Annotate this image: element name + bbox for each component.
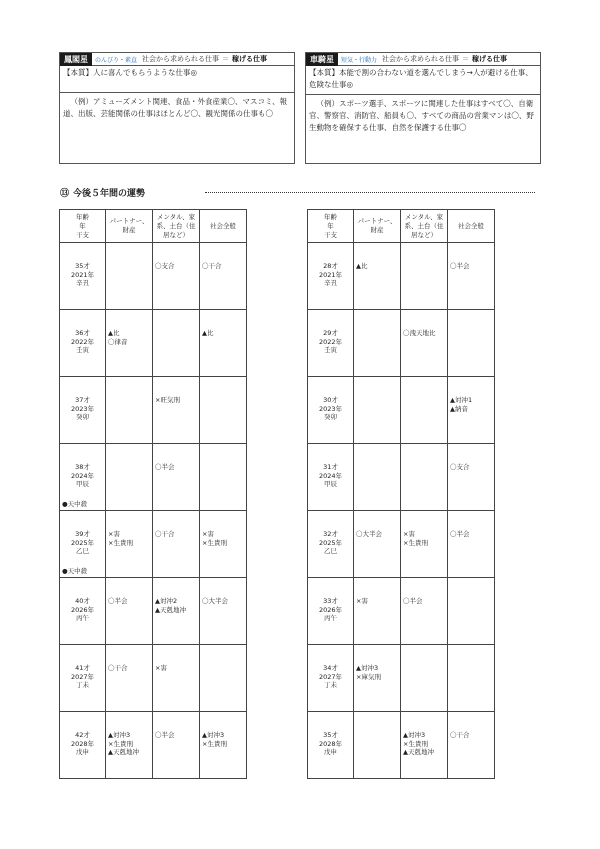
age-cell xyxy=(308,712,354,779)
age-age: 32才 xyxy=(323,530,338,538)
age-cell xyxy=(308,578,354,645)
fortune-entry: ▲天剋地冲 xyxy=(403,748,434,756)
fortune-entry: ×生貴刑 xyxy=(202,538,227,547)
fortune-entry: 〇半会 xyxy=(450,530,470,538)
age-kanshi: 乙巳 xyxy=(324,547,337,555)
age-kanshi: 丁未 xyxy=(324,681,337,689)
table-row xyxy=(308,243,495,310)
mental-cell xyxy=(401,511,448,578)
age-year: 2022年 xyxy=(70,337,95,346)
header-mental xyxy=(401,210,448,243)
mental-cell xyxy=(401,377,448,444)
table-row xyxy=(60,377,247,444)
table-row xyxy=(308,712,495,779)
age-year: 2022年 xyxy=(318,337,343,346)
fortune-entry: ×害 xyxy=(108,530,120,538)
age-age: 38才 xyxy=(75,463,90,471)
star-tag: 短気・行動力 xyxy=(341,56,378,64)
fortune-entry: ▲比 xyxy=(356,262,368,270)
fortune-entry: ▲対冲3 xyxy=(356,664,379,672)
age-age: 28才 xyxy=(323,262,338,270)
age-kanshi: 癸卯 xyxy=(76,413,89,421)
star-header xyxy=(306,53,540,66)
fortune-entry: ×害 xyxy=(202,530,214,538)
partner-cell xyxy=(106,578,153,645)
fortune-entry: ×害 xyxy=(403,530,415,538)
fortune-entry: 〇半会 xyxy=(450,262,470,270)
header-partner xyxy=(106,210,153,243)
fortune-entry: ×生貴刑 xyxy=(403,739,428,748)
mental-cell xyxy=(153,712,200,779)
age-kanshi: 戊申 xyxy=(324,748,337,756)
society-cell xyxy=(200,243,247,310)
partner-cell xyxy=(106,712,153,779)
fortune-table-right xyxy=(307,209,495,779)
fortune-entry: ▲比 xyxy=(108,329,120,337)
partner-cell xyxy=(106,310,153,377)
age-cell xyxy=(60,377,106,444)
table-body xyxy=(60,243,247,779)
age-age: 30才 xyxy=(323,396,338,404)
society-cell xyxy=(200,511,247,578)
fortune-entry: 〇大半会 xyxy=(356,530,382,538)
fortune-entry: ▲対冲3 xyxy=(108,731,131,739)
header-line: 居など） xyxy=(163,230,189,239)
society-cell xyxy=(448,310,495,377)
fortune-entry: ×生貴刑 xyxy=(202,739,227,748)
fortune-entry: 〇半会 xyxy=(403,597,423,605)
age-age: 41才 xyxy=(75,664,90,672)
table-header-row xyxy=(308,210,495,243)
age-year: 2024年 xyxy=(318,471,343,480)
partner-cell xyxy=(354,645,401,712)
mental-cell xyxy=(401,243,448,310)
age-year: 2026年 xyxy=(70,605,95,614)
age-age: 42才 xyxy=(75,731,90,739)
table-header-row xyxy=(60,210,247,243)
header-line: 居など） xyxy=(411,230,437,239)
star-name: 車騎星 xyxy=(306,53,338,66)
partner-cell xyxy=(106,511,153,578)
fortune-entry: 〇洩天地比 xyxy=(403,329,436,337)
society-cell xyxy=(200,444,247,511)
table-row xyxy=(308,444,495,511)
society-cell xyxy=(448,578,495,645)
header-line: パートナー、 xyxy=(109,217,149,225)
fortune-entry: ▲対冲2 xyxy=(155,597,178,605)
age-year: 2026年 xyxy=(318,605,343,614)
age-age: 36才 xyxy=(75,329,90,337)
header-line: 系、土台（住 xyxy=(404,221,444,230)
age-cell xyxy=(308,310,354,377)
star-name: 鳳閣星 xyxy=(60,53,92,66)
header-line: 年 xyxy=(327,221,334,230)
table-row xyxy=(308,511,495,578)
society-cell xyxy=(200,645,247,712)
mental-cell xyxy=(401,578,448,645)
tenchusatsu-mark: ●天中殺 xyxy=(62,566,88,575)
star-earn-label: 稼げる仕事 xyxy=(232,55,268,63)
fortune-entry: 〇半会 xyxy=(155,731,175,739)
star-eq: ＝ xyxy=(462,55,470,63)
fortune-table-left xyxy=(59,209,247,779)
star-box-hokaku xyxy=(59,52,295,164)
header-society xyxy=(200,210,247,243)
fortune-entry: ▲比 xyxy=(202,329,214,337)
table-row xyxy=(60,310,247,377)
partner-cell xyxy=(354,578,401,645)
fortune-entry: 〇大半会 xyxy=(202,597,228,605)
age-cell xyxy=(308,444,354,511)
age-cell xyxy=(60,444,106,511)
dotted-divider xyxy=(205,192,535,193)
fortune-entry: ×生貴刑 xyxy=(403,538,428,547)
age-kanshi: 丙午 xyxy=(76,614,89,622)
age-cell xyxy=(60,511,106,578)
mental-cell xyxy=(153,578,200,645)
header-line: 社会全般 xyxy=(458,221,484,230)
partner-cell xyxy=(354,712,401,779)
age-year: 2027年 xyxy=(318,672,343,681)
mental-cell xyxy=(153,310,200,377)
age-year: 2028年 xyxy=(318,739,343,748)
partner-cell xyxy=(354,310,401,377)
fortune-entry: ×害 xyxy=(356,597,368,605)
header-mental xyxy=(153,210,200,243)
age-cell xyxy=(308,243,354,310)
fortune-entry: 〇干合 xyxy=(155,530,175,538)
table-row xyxy=(308,310,495,377)
society-cell xyxy=(448,511,495,578)
fortune-entry: ▲納音 xyxy=(450,404,468,413)
fortune-entry: 〇半会 xyxy=(108,597,128,605)
star-essence: 【本質】人に喜んでもらうような仕事◎ xyxy=(60,66,294,93)
header-line: 干支 xyxy=(76,230,89,239)
fortune-entry: ▲対冲1 xyxy=(450,396,473,404)
table-body xyxy=(308,243,495,779)
fortune-entry: ×生貴刑 xyxy=(108,739,133,748)
age-age: 29才 xyxy=(323,329,338,337)
age-age: 37才 xyxy=(75,396,90,404)
age-kanshi: 壬寅 xyxy=(76,346,89,354)
society-cell xyxy=(200,712,247,779)
fortune-entry: 〇半会 xyxy=(155,463,175,471)
age-kanshi: 辛丑 xyxy=(76,279,89,287)
header-partner xyxy=(354,210,401,243)
age-age: 33才 xyxy=(323,597,338,605)
age-kanshi: 甲辰 xyxy=(76,480,89,488)
star-essence: 【本質】本能で割の合わない道を選んでしまう→人が避ける仕事、危険な仕事◎ xyxy=(306,66,540,95)
society-cell xyxy=(448,712,495,779)
partner-cell xyxy=(354,377,401,444)
society-cell xyxy=(200,578,247,645)
header-line: 干支 xyxy=(324,230,337,239)
age-cell xyxy=(308,377,354,444)
star-examples: （例）スポーツ選手、スポーツに関連した仕事はすべて〇、自衛官、警察官、消防官、船員も〇、すべての商品の営業マンは〇、野生動物を確保する仕事、自然を保護する仕事〇 xyxy=(309,99,534,132)
age-kanshi: 壬寅 xyxy=(324,346,337,354)
fortune-entry: 〇律音 xyxy=(108,337,128,346)
fortune-entry: ▲天剋地冲 xyxy=(155,605,186,614)
fortune-entry: 〇干合 xyxy=(450,731,470,739)
header-line: 系、土台（住 xyxy=(156,221,196,230)
table-row xyxy=(60,712,247,779)
age-cell xyxy=(60,578,106,645)
fortune-entry: ×旺気刑 xyxy=(155,396,180,404)
header-line: メンタル、家 xyxy=(404,212,444,221)
mental-cell xyxy=(153,511,200,578)
header-society xyxy=(448,210,495,243)
mental-cell xyxy=(153,377,200,444)
age-cell xyxy=(60,645,106,712)
age-year: 2025年 xyxy=(70,538,95,547)
tenchusatsu-mark: ●天中殺 xyxy=(62,499,88,508)
age-year: 2021年 xyxy=(318,270,343,279)
partner-cell xyxy=(106,645,153,712)
age-age: 40才 xyxy=(75,597,90,605)
section-title-text: 今後５年間の運勢 xyxy=(73,189,146,199)
star-job-label: 社会から求められる仕事 xyxy=(382,55,460,63)
fortune-entry: 〇干合 xyxy=(202,262,222,270)
star-header xyxy=(60,53,294,66)
age-kanshi: 乙巳 xyxy=(76,547,89,555)
partner-cell xyxy=(106,377,153,444)
age-age: 35才 xyxy=(75,262,90,270)
partner-cell xyxy=(106,444,153,511)
mental-cell xyxy=(153,645,200,712)
age-kanshi: 癸卯 xyxy=(324,413,337,421)
header-line: 財産 xyxy=(122,226,136,234)
fortune-entry: 〇干合 xyxy=(108,664,128,672)
age-age: 39才 xyxy=(75,530,90,538)
partner-cell xyxy=(354,444,401,511)
fortune-entry: ▲対冲3 xyxy=(403,731,426,739)
society-cell xyxy=(448,243,495,310)
society-cell xyxy=(200,377,247,444)
header-age xyxy=(60,210,106,243)
table-row xyxy=(60,243,247,310)
age-cell xyxy=(60,712,106,779)
section-title xyxy=(60,186,145,199)
age-kanshi: 辛丑 xyxy=(324,279,337,287)
age-year: 2024年 xyxy=(70,471,95,480)
partner-cell xyxy=(354,243,401,310)
society-cell xyxy=(200,310,247,377)
header-line: 年齢 xyxy=(76,212,89,221)
age-cell xyxy=(60,243,106,310)
fortune-entry: ▲対冲3 xyxy=(202,731,225,739)
age-cell xyxy=(60,310,106,377)
fortune-entry: 〇支合 xyxy=(450,463,470,471)
age-age: 35才 xyxy=(323,731,338,739)
star-eq: ＝ xyxy=(222,55,230,63)
fortune-entry: ▲天剋地冲 xyxy=(108,748,139,756)
age-kanshi: 丙午 xyxy=(324,614,337,622)
header-line: 年 xyxy=(79,221,86,230)
fortune-entry: ×生貴刑 xyxy=(108,538,133,547)
age-cell xyxy=(308,511,354,578)
age-year: 2021年 xyxy=(70,270,95,279)
age-age: 31才 xyxy=(323,463,338,471)
table-row xyxy=(308,645,495,712)
partner-cell xyxy=(106,243,153,310)
header-line: 財産 xyxy=(370,226,384,234)
section-number: ⑬ xyxy=(60,189,70,199)
mental-cell xyxy=(401,712,448,779)
age-year: 2025年 xyxy=(318,538,343,547)
mental-cell xyxy=(401,310,448,377)
table-row xyxy=(60,645,247,712)
header-age xyxy=(308,210,354,243)
age-year: 2023年 xyxy=(318,404,343,413)
age-kanshi: 甲辰 xyxy=(324,480,337,488)
mental-cell xyxy=(153,243,200,310)
fortune-entry: 〇支合 xyxy=(155,262,175,270)
table-row xyxy=(60,444,247,511)
star-examples: （例）アミューズメント関連、食品・外食産業〇、マスコミ、報道、出版、芸能関係の仕事はほとんど〇、観光関係の仕事も〇 xyxy=(63,97,288,118)
mental-cell xyxy=(401,444,448,511)
society-cell xyxy=(448,444,495,511)
partner-cell xyxy=(354,511,401,578)
star-earn-label: 稼げる仕事 xyxy=(472,55,508,63)
age-kanshi: 戊申 xyxy=(76,748,89,756)
star-tag: のんびり・素直 xyxy=(95,56,138,64)
fortune-entry: ×庫気刑 xyxy=(356,672,381,681)
mental-cell xyxy=(401,645,448,712)
fortune-entry: ×害 xyxy=(155,664,167,672)
table-row xyxy=(308,377,495,444)
age-kanshi: 丁未 xyxy=(76,681,89,689)
age-year: 2023年 xyxy=(70,404,95,413)
society-cell xyxy=(448,377,495,444)
table-row xyxy=(308,578,495,645)
star-box-shaki xyxy=(305,52,541,164)
age-year: 2028年 xyxy=(70,739,95,748)
header-line: メンタル、家 xyxy=(156,212,196,221)
age-year: 2027年 xyxy=(70,672,95,681)
mental-cell xyxy=(153,444,200,511)
star-job-label: 社会から求められる仕事 xyxy=(142,55,220,63)
table-row xyxy=(60,578,247,645)
society-cell xyxy=(448,645,495,712)
table-row xyxy=(60,511,247,578)
header-line: 年齢 xyxy=(324,212,337,221)
age-age: 34才 xyxy=(323,664,338,672)
header-line: パートナー、 xyxy=(357,217,397,225)
age-cell xyxy=(308,645,354,712)
header-line: 社会全般 xyxy=(210,221,236,230)
